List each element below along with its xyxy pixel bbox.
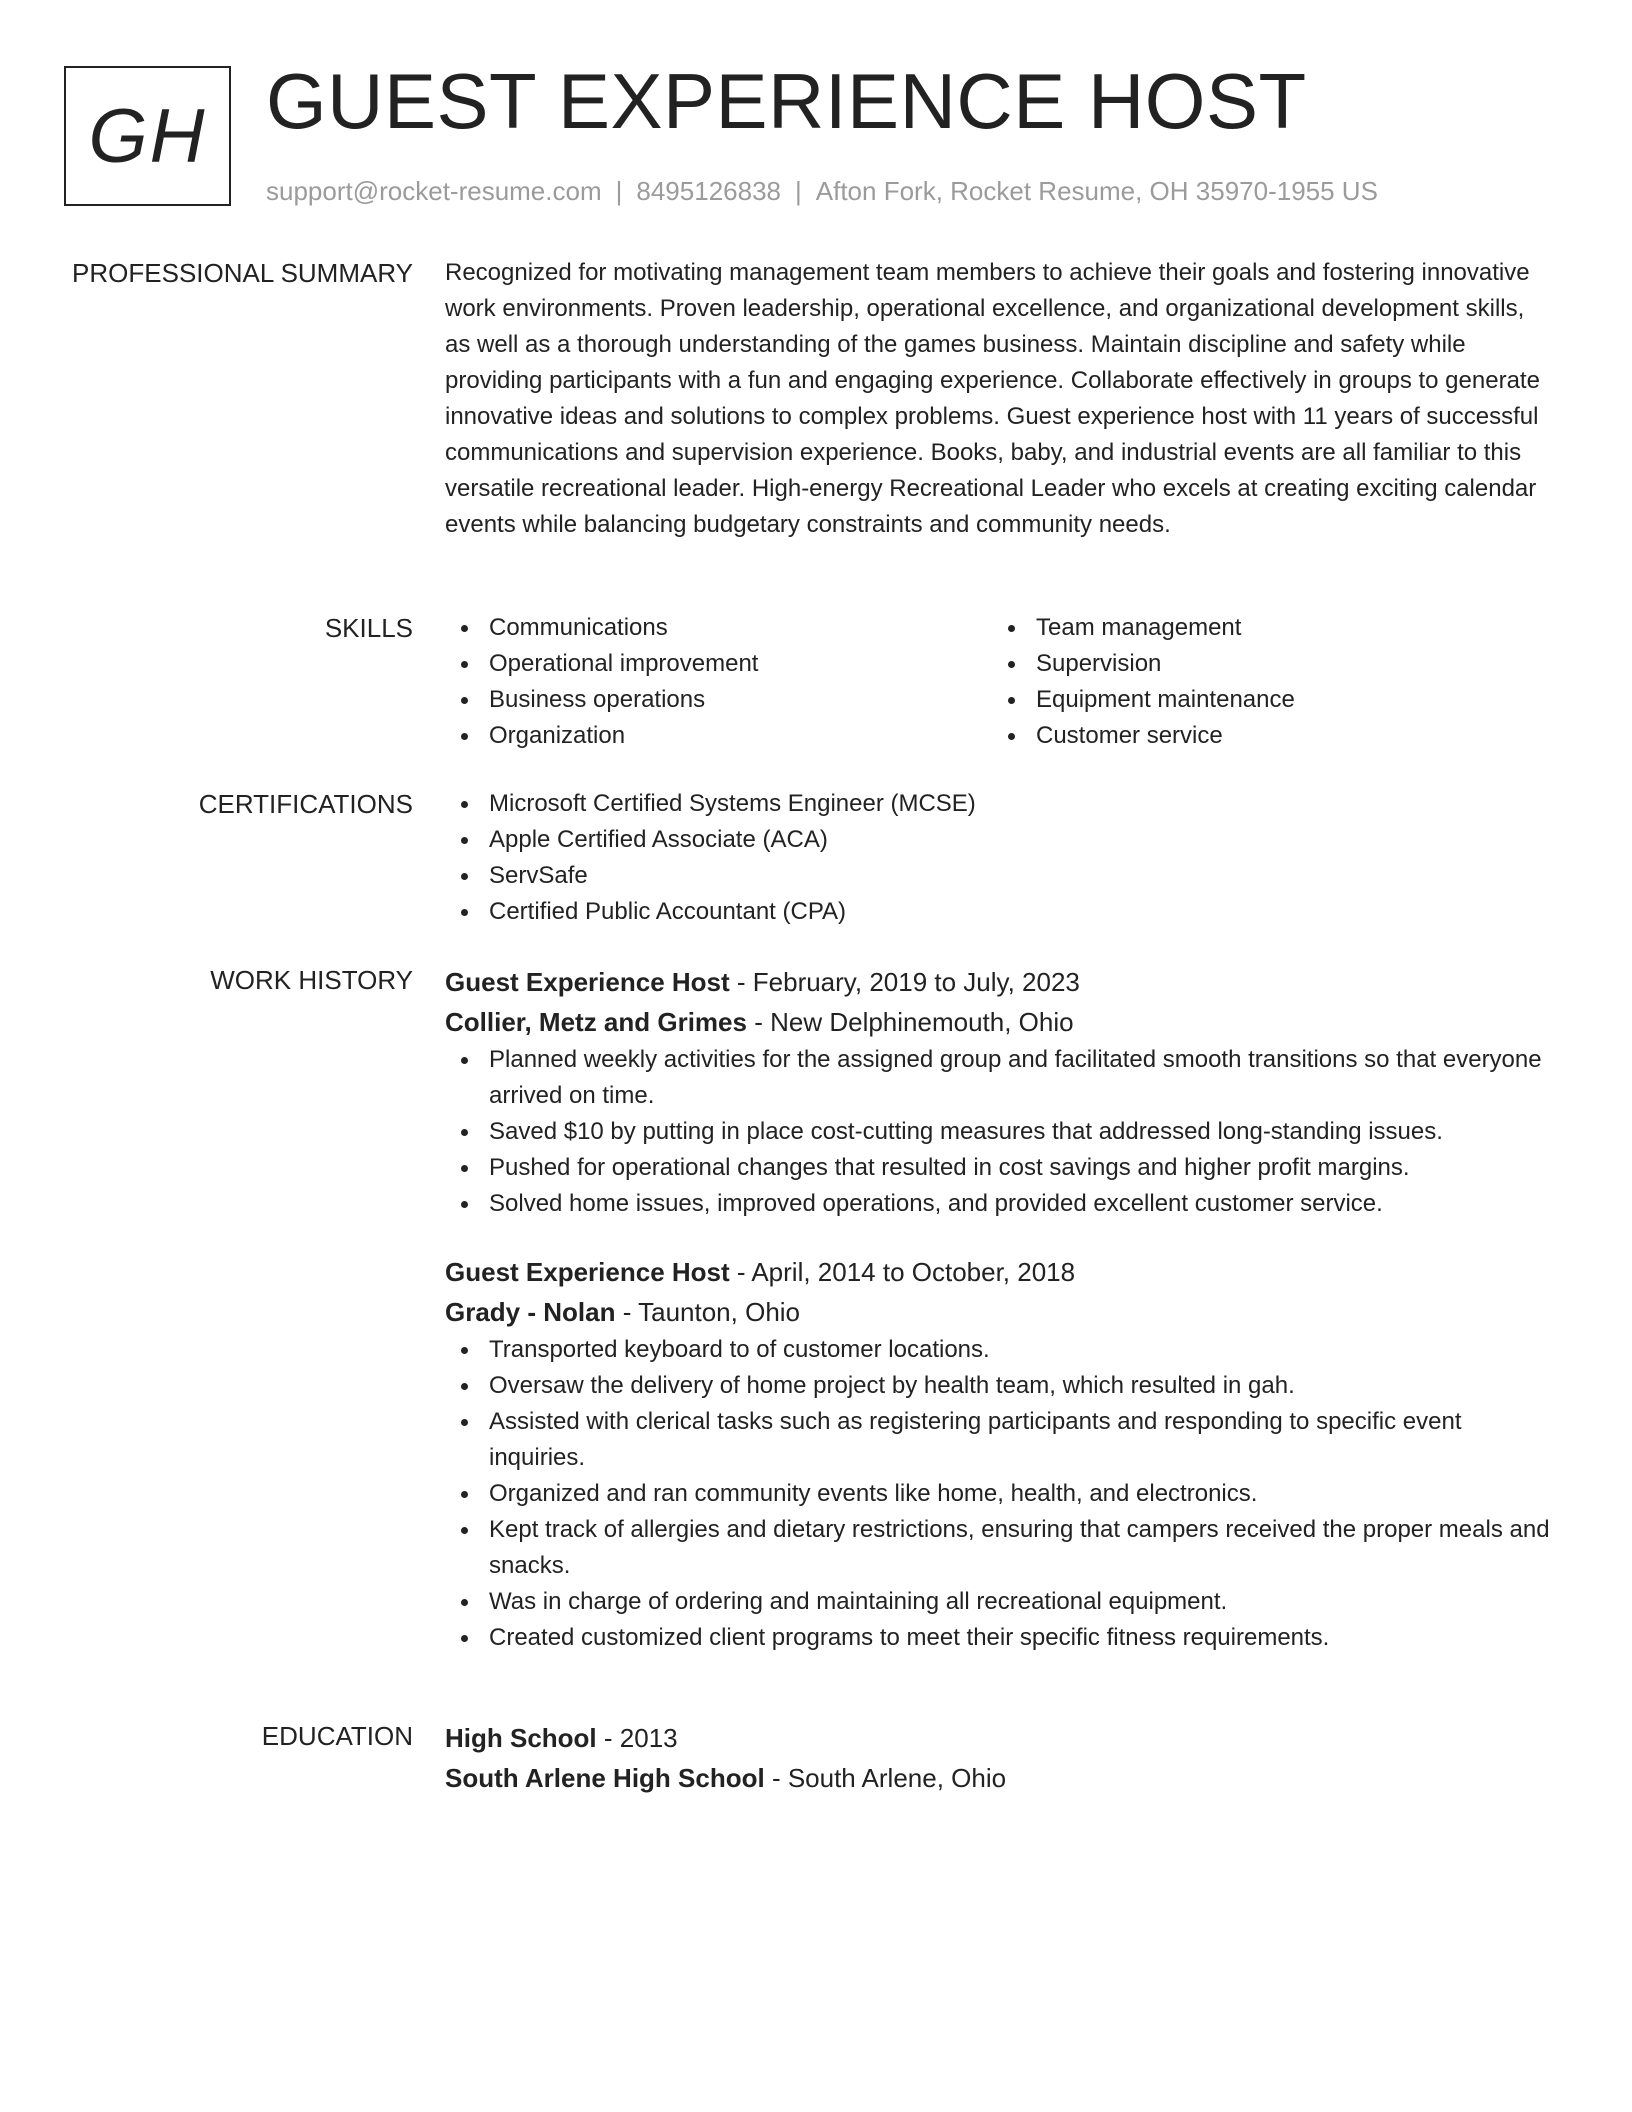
job-company: Collier, Metz and Grimes (445, 1007, 747, 1037)
list-item: Oversaw the delivery of home project by health team, which resulted in gah. (445, 1368, 1555, 1404)
work-history-body (445, 962, 1555, 1656)
list-item: Assisted with clerical tasks such as registering participants and responding to specific event inquiries. (445, 1404, 1555, 1476)
contact-separator: | (615, 176, 623, 206)
job-title: Guest Experience Host (445, 1257, 730, 1287)
list-item: Operational improvement (445, 646, 992, 682)
job-title: Guest Experience Host (445, 967, 730, 997)
list-item: Certified Public Accountant (CPA) (445, 894, 1555, 930)
job-title-line (445, 962, 1555, 1002)
job-entry (445, 962, 1555, 1222)
education-location: - South Arlene, Ohio (764, 1763, 1007, 1793)
job-bullet-list (445, 1332, 1555, 1656)
page-title: GUEST EXPERIENCE HOST (266, 57, 1307, 145)
section-label-skills: SKILLS (324, 613, 413, 643)
list-item: Microsoft Certified Systems Engineer (MCSE) (445, 786, 1555, 822)
section-label-summary: PROFESSIONAL SUMMARY (72, 258, 413, 288)
education-school: South Arlene High School (445, 1763, 765, 1793)
list-item: Business operations (445, 682, 992, 718)
list-item: Saved $10 by putting in place cost-cutting measures that addressed long-standing issues. (445, 1114, 1555, 1150)
list-item: Apple Certified Associate (ACA) (445, 822, 1555, 858)
job-title-line (445, 1252, 1555, 1292)
list-item: ServSafe (445, 858, 1555, 894)
job-company: Grady - Nolan (445, 1297, 616, 1327)
monogram-box: GH (64, 66, 231, 206)
section-label-certifications: CERTIFICATIONS (198, 789, 413, 819)
contact-separator: | (795, 176, 802, 206)
job-dates: - February, 2019 to July, 2023 (729, 967, 1080, 997)
job-dates: - April, 2014 to October, 2018 (729, 1257, 1076, 1287)
list-item: Communications (445, 610, 992, 646)
list-item: Team management (992, 610, 1539, 646)
section-label-education: EDUCATION (261, 1721, 413, 1751)
list-item: Planned weekly activities for the assigned group and facilitated smooth transitions so that everyone arrived on time. (445, 1042, 1555, 1114)
list-item: Was in charge of ordering and maintaining all recreational equipment. (445, 1584, 1555, 1620)
education-degree-line (445, 1718, 1555, 1758)
certifications-list (445, 786, 1555, 930)
section-label-work-history: WORK HISTORY (210, 965, 413, 995)
skills-list-left (445, 610, 992, 754)
list-item: Equipment maintenance (992, 682, 1539, 718)
education-school-line (445, 1758, 1555, 1798)
job-company-line (445, 1292, 1555, 1332)
skills-list-right (992, 610, 1539, 754)
summary-text: Recognized for motivating management team members to achieve their goals and fostering innovative work environments. Proven leadership, operational excellence, and organizational development skills, as well as a thorough understanding of the games business. Maintain discipline and safety while providing participants with a fun and engaging experience. Collaborate effectively in groups to generate innovative ideas and solutions to complex problems. Guest experience host with 11 years of successful communications and supervision experience. Books, baby, and industrial events are all familiar to this versatile recreational leader. High-energy Recreational Leader who excels at creating exciting calendar events while balancing budgetary constraints and community needs. (445, 259, 1540, 538)
list-item: Kept track of allergies and dietary restrictions, ensuring that campers received the proper meals and snacks. (445, 1512, 1555, 1584)
list-item: Solved home issues, improved operations, and provided excellent customer service. (445, 1186, 1555, 1222)
list-item: Transported keyboard to of customer locations. (445, 1332, 1555, 1368)
contact-address: Afton Fork, Rocket Resume, OH 35970-1955 US (815, 176, 1378, 206)
list-item: Pushed for operational changes that resulted in cost savings and higher profit margins. (445, 1150, 1555, 1186)
list-item: Customer service (992, 718, 1539, 754)
education-body (445, 1718, 1555, 1798)
job-location: - Taunton, Ohio (615, 1297, 801, 1327)
job-bullet-list (445, 1042, 1555, 1222)
education-degree: High School (445, 1723, 597, 1753)
summary-body (445, 255, 1555, 543)
education-year: - 2013 (596, 1723, 678, 1753)
contact-email[interactable]: support@rocket-resume.com (266, 176, 602, 206)
contact-line (266, 174, 1378, 208)
job-company-line (445, 1002, 1555, 1042)
list-item: Organized and ran community events like home, health, and electronics. (445, 1476, 1555, 1512)
job-entry (445, 1252, 1555, 1656)
list-item: Created customized client programs to meet their specific fitness requirements. (445, 1620, 1555, 1656)
job-location: - New Delphinemouth, Ohio (746, 1007, 1074, 1037)
list-item: Organization (445, 718, 992, 754)
list-item: Supervision (992, 646, 1539, 682)
certifications-body (445, 786, 1555, 930)
contact-phone[interactable]: 8495126838 (636, 176, 781, 206)
skills-body (445, 610, 1555, 754)
